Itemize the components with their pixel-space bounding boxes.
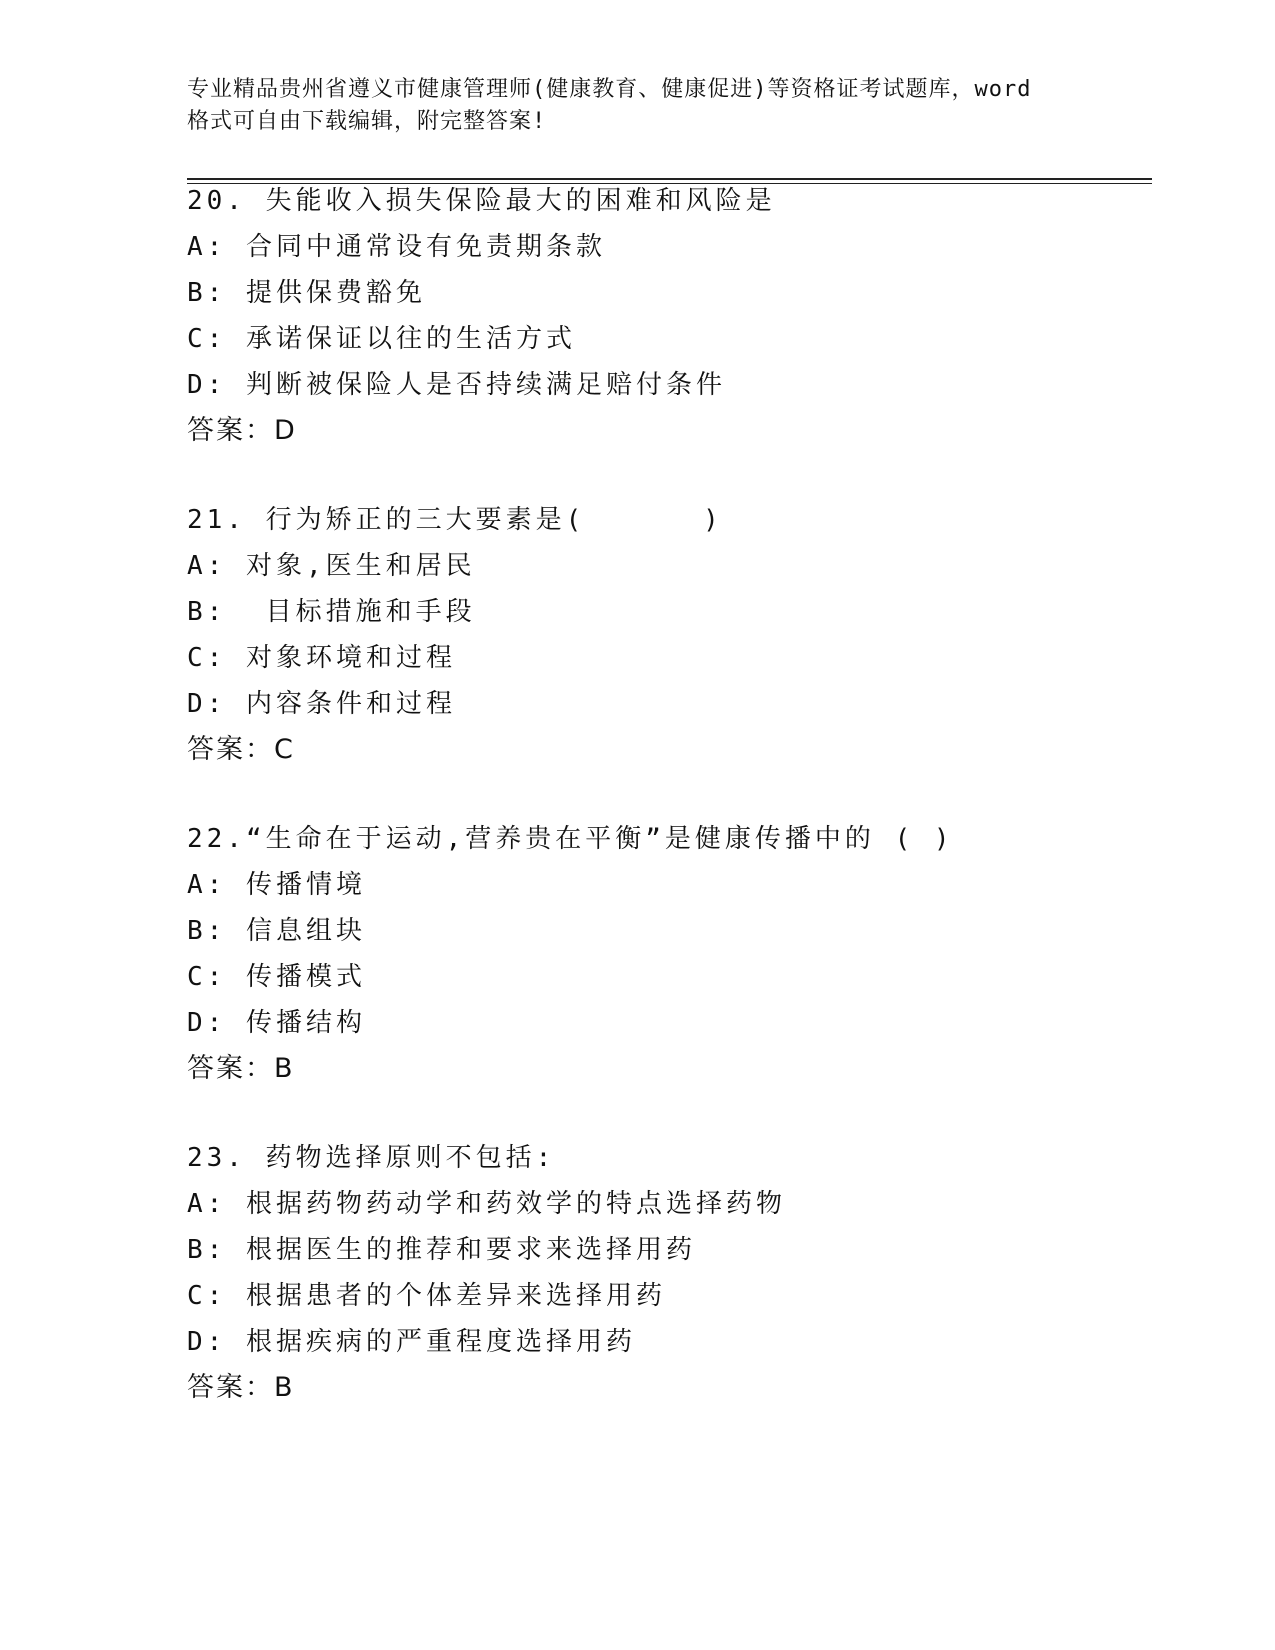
option-c: C: 传播模式 (187, 962, 366, 992)
option-b: B: 信息组块 (187, 916, 366, 946)
document-header (187, 74, 1087, 138)
option-b: B: 根据医生的推荐和要求来选择用药 (187, 1235, 696, 1265)
option-c: C: 对象环境和过程 (187, 643, 456, 673)
option-c: C: 根据患者的个体差异来选择用药 (187, 1281, 666, 1311)
option-a: A: 根据药物药动学和药效学的特点选择药物 (187, 1189, 786, 1219)
question-stem: 20. 失能收入损失保险最大的困难和风险是 (187, 186, 776, 216)
option-a: A: 传播情境 (187, 870, 366, 900)
header-line-2: 格式可自由下载编辑，附完整答案! (187, 109, 547, 134)
option-d: D: 根据疾病的严重程度选择用药 (187, 1327, 636, 1357)
question-block (187, 178, 1152, 454)
question-block (187, 497, 1152, 773)
question-block (187, 1135, 1152, 1411)
option-d: D: 传播结构 (187, 1008, 366, 1038)
answer-line: 答案：C (187, 734, 295, 765)
answer-line: 答案：B (187, 1053, 295, 1084)
answer-line: 答案：D (187, 415, 297, 446)
question-block (187, 816, 1152, 1092)
question-stem: 21. 行为矫正的三大要素是( ) (187, 505, 723, 535)
option-d: D: 判断被保险人是否持续满足赔付条件 (187, 370, 726, 400)
option-d: D: 内容条件和过程 (187, 689, 456, 719)
option-b: B: 提供保费豁免 (187, 278, 426, 308)
question-stem: 22.“生命在于运动,营养贵在平衡”是健康传播中的 ( ) (187, 824, 954, 854)
option-c: C: 承诺保证以往的生活方式 (187, 324, 576, 354)
option-a: A: 对象,医生和居民 (187, 551, 476, 581)
option-a: A: 合同中通常设有免责期条款 (187, 232, 606, 262)
answer-line: 答案：B (187, 1372, 295, 1403)
option-b: B: 目标措施和手段 (187, 597, 476, 627)
question-stem: 23. 药物选择原则不包括: (187, 1143, 556, 1173)
header-line-1: 专业精品贵州省遵义市健康管理师(健康教育、健康促进)等资格证考试题库，word (187, 77, 1032, 102)
